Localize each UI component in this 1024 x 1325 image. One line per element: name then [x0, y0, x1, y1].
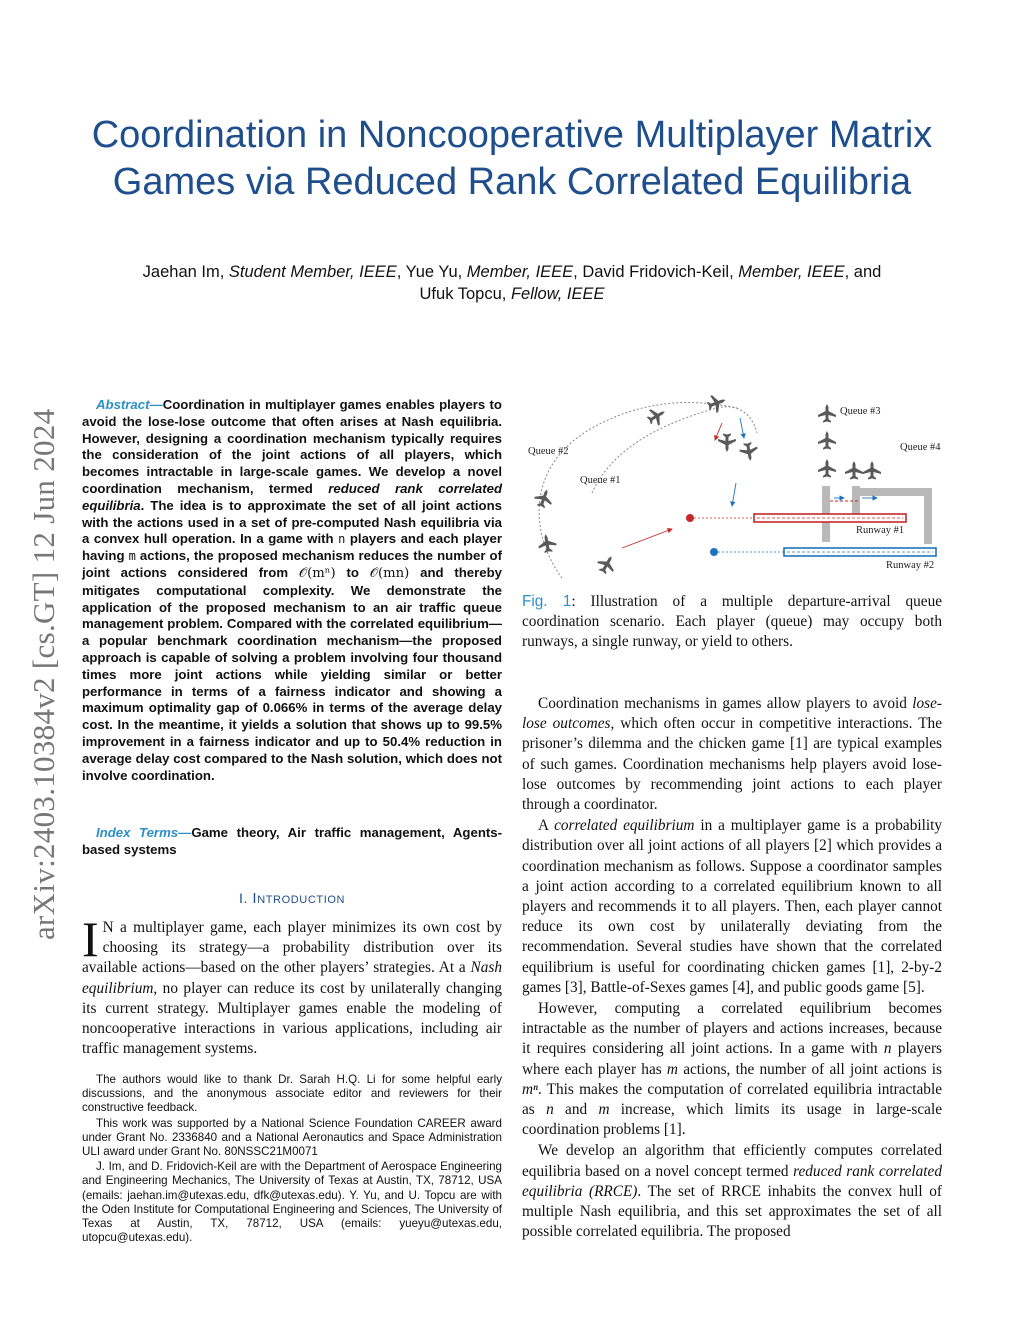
- author-role: Member, IEEE: [466, 263, 574, 281]
- queue-2-label: Queue #2: [528, 446, 569, 457]
- queue-3-label: Queue #3: [840, 406, 881, 417]
- body-text-right: [522, 694, 942, 1243]
- aircraft-icon: [594, 552, 619, 577]
- paragraph: However, computing a correlated equilibrium becomes intractable as the number of players and actions increases, because it requires considering all joint actions. In a game with n players where each player has m actions, the number of all joint actions is mⁿ. This makes the computation of correlated equilibria intractable as n and m increase, which limits its usage in large-scale coordination problems [1].: [522, 1000, 942, 1139]
- footnote: This work was supported by a National Science Foundation CAREER award under Grant No. 2336840 and a National Aeronautics and Space Administration ULI award under Grant No. 80NSSC21M0071: [82, 1116, 502, 1159]
- author-name: Yue Yu: [405, 263, 458, 281]
- author-name: Jaehan Im: [142, 263, 220, 281]
- footnotes: [82, 1073, 502, 1246]
- section-title: Introduction: [252, 890, 346, 907]
- aircraft-icon: [532, 486, 555, 510]
- aircraft-icon: [705, 391, 729, 414]
- caption-text: : Illustration of a multiple departure-arrival queue coordination scenario. Each player (queue) may occupy both runways, a single runway, or yield to others.: [522, 593, 943, 651]
- runway-2-label: Runway #2: [886, 560, 935, 571]
- abstract: [82, 397, 502, 784]
- intro-term: Nash equilibrium: [82, 959, 502, 997]
- author-role: Member, IEEE: [738, 263, 845, 281]
- caption-label: Fig. 1: [522, 593, 572, 610]
- section-number: I.: [238, 890, 248, 906]
- intro-paragraph: [82, 911, 502, 1059]
- abstract-text: and thereby mitigates computational complexity. We demonstrate the application of the proposed mechanism to an air traffic queue management problem. Compared with the correlated equilibrium—a popular benchmark coordination mechanism—the proposed approach is capable of solving a problem involving four thousand times more joint actions while yielding similar or better performance in terms of a fairness indicator and showing a maximum optimality gap of 0.066% in terms of the average delay cost. In the meantime, it yields a solution that shows up to 99.5% improvement in a fairness indicator and up to 50.4% reduction in average delay cost compared to the Nash solution, which does not involve coordination.: [82, 564, 502, 783]
- runway-1-label: Runway #1: [856, 525, 905, 536]
- math-complexity: 𝒪(mⁿ): [298, 565, 336, 581]
- aircraft-icon: [845, 461, 863, 480]
- math-complexity: 𝒪(mn): [369, 565, 410, 581]
- author-role: Fellow, IEEE: [510, 285, 605, 303]
- figure-caption: [522, 592, 942, 653]
- runway-1-threshold: [686, 514, 694, 522]
- aircraft-icon: [537, 533, 558, 554]
- abstract-text: actions, the proposed mechanism reduces the number of joint actions considered from: [82, 548, 502, 580]
- author-role: Student Member, IEEE: [228, 263, 397, 281]
- aircraft-icon: [644, 404, 669, 429]
- section-heading: [82, 890, 502, 907]
- queue-1-label: Queue #1: [580, 475, 621, 486]
- runway-2-threshold: [710, 548, 718, 556]
- index-terms: [82, 825, 502, 859]
- aircraft-icon: [718, 434, 736, 453]
- abstract-label: Abstract—: [96, 397, 163, 412]
- math-var: n: [338, 532, 346, 547]
- queue-4-label: Queue #4: [900, 442, 941, 453]
- paragraph: A correlated equilibrium in a multiplayer game is a probability distribution over all joint actions of all players [2] which provides a coordination mechanism as follows. Suppose a coordinator samples a joint action according to a correlated equilibrium known to all players and recommends it to all players. Then, each player cannot reduce its own cost by unilaterally deviating from the recommendation. Several studies have shown that the correlated equilibrium is useful for coordinating chicken games [1], 2-by-2 games [3], Battle-of-Sexes games [4], and public goods game [5].: [522, 817, 943, 996]
- figure-queue-diagram: [522, 388, 946, 588]
- author-name: David Fridovich-Keil: [582, 263, 730, 281]
- footnote: The authors would like to thank Dr. Sarah H.Q. Li for some helpful early discussions, and the anonymous associate editor and reviewers for their constructive feedback.: [82, 1073, 502, 1115]
- footnote: J. Im, and D. Fridovich-Keil are with the Department of Aerospace Engineering and Engineering Mechanics, The University of Texas at Austin, TX, 78712, USA (emails: jaehan.im@utexas.edu, dfk@utexas.edu). Y. Yu, and U. Topcu are with the Oden Institute for Computational Engineering and Sciences, The University of Texas at Austin, TX, 78712, USA (emails: yueyu@utexas.edu, utopcu@utexas.edu).: [82, 1160, 502, 1245]
- intro-text: , no player can reduce its cost by unilaterally changing its current strategy. Multiplayer games enable the modeling of noncooperative interactions in various applications, including air traffic management systems.: [82, 979, 502, 1058]
- intro-text: a multiplayer game, each player minimizes its own cost by choosing its strategy—a probability distribution over its available actions—based on the other players’ strategies. At a: [82, 919, 502, 977]
- abstract-text: to: [335, 564, 370, 580]
- aircraft-icon: [863, 461, 881, 480]
- author-name: Ufuk Topcu: [419, 285, 502, 303]
- index-terms-text: Game theory, Air traffic management, Agents-based systems: [82, 825, 502, 857]
- abstract-text: Coordination in multiplayer games enables players to avoid the lose-lose outcome that often arises at Nash equilibria. However, designing a coordination mechanism typically requires the consideration of the joint actions of all players, which becomes intractable in large-scale games. We develop a novel coordination mechanism, termed: [82, 397, 502, 496]
- abstract-text: players and each player having: [82, 531, 502, 564]
- index-terms-label: Index Terms—: [96, 825, 192, 840]
- paragraph: Coordination mechanisms in games allow players to avoid lose-lose outcomes, which often occur in competitive interactions. The prisoner’s dilemma and the chicken game [1] are typical examples of such games. Coordination mechanisms help players avoid lose-lose outcomes by recommending joint actions to each player through a coordinator.: [522, 695, 942, 814]
- aircraft-icon: [818, 431, 836, 450]
- paper-title: Coordination in Noncooperative Multiplayer Matrix Games via Reduced Rank Correlated Equilibria: [91, 114, 933, 203]
- abstract-term: reduced rank correlated equilibria: [82, 480, 502, 513]
- abstract-text: . The idea is to approximate the set of all joint actions with the actions used in a set of pre-computed Nash equilibria via a convex hull operation. In a game with: [82, 497, 502, 547]
- aircraft-icon: [818, 459, 836, 478]
- arxiv-identifier: arXiv:2403.10384v2 [cs.GT] 12 Jun 2024: [26, 408, 61, 940]
- aircraft-icon: [818, 404, 836, 423]
- aircraft-icon: [738, 441, 759, 462]
- author-list: Jaehan Im, Student Member, IEEE, Yue Yu, Member, IEEE, David Fridovich-Keil, Member, IEEE, and Ufuk Topcu, Fellow, IEEE: [142, 263, 882, 303]
- drop-cap: I: [82, 911, 99, 967]
- math-var: m: [128, 549, 136, 564]
- lead-word: N: [102, 919, 114, 936]
- approach-path: [539, 403, 737, 578]
- paragraph: We develop an algorithm that efficiently computes correlated equilibria based on a novel concept termed reduced rank correlated equilibria (RRCE). The set of RRCE inhabits the convex hull of multiple Nash equilibria, and this set approximates the set of all possible correlated equilibria. The proposed: [522, 1142, 942, 1241]
